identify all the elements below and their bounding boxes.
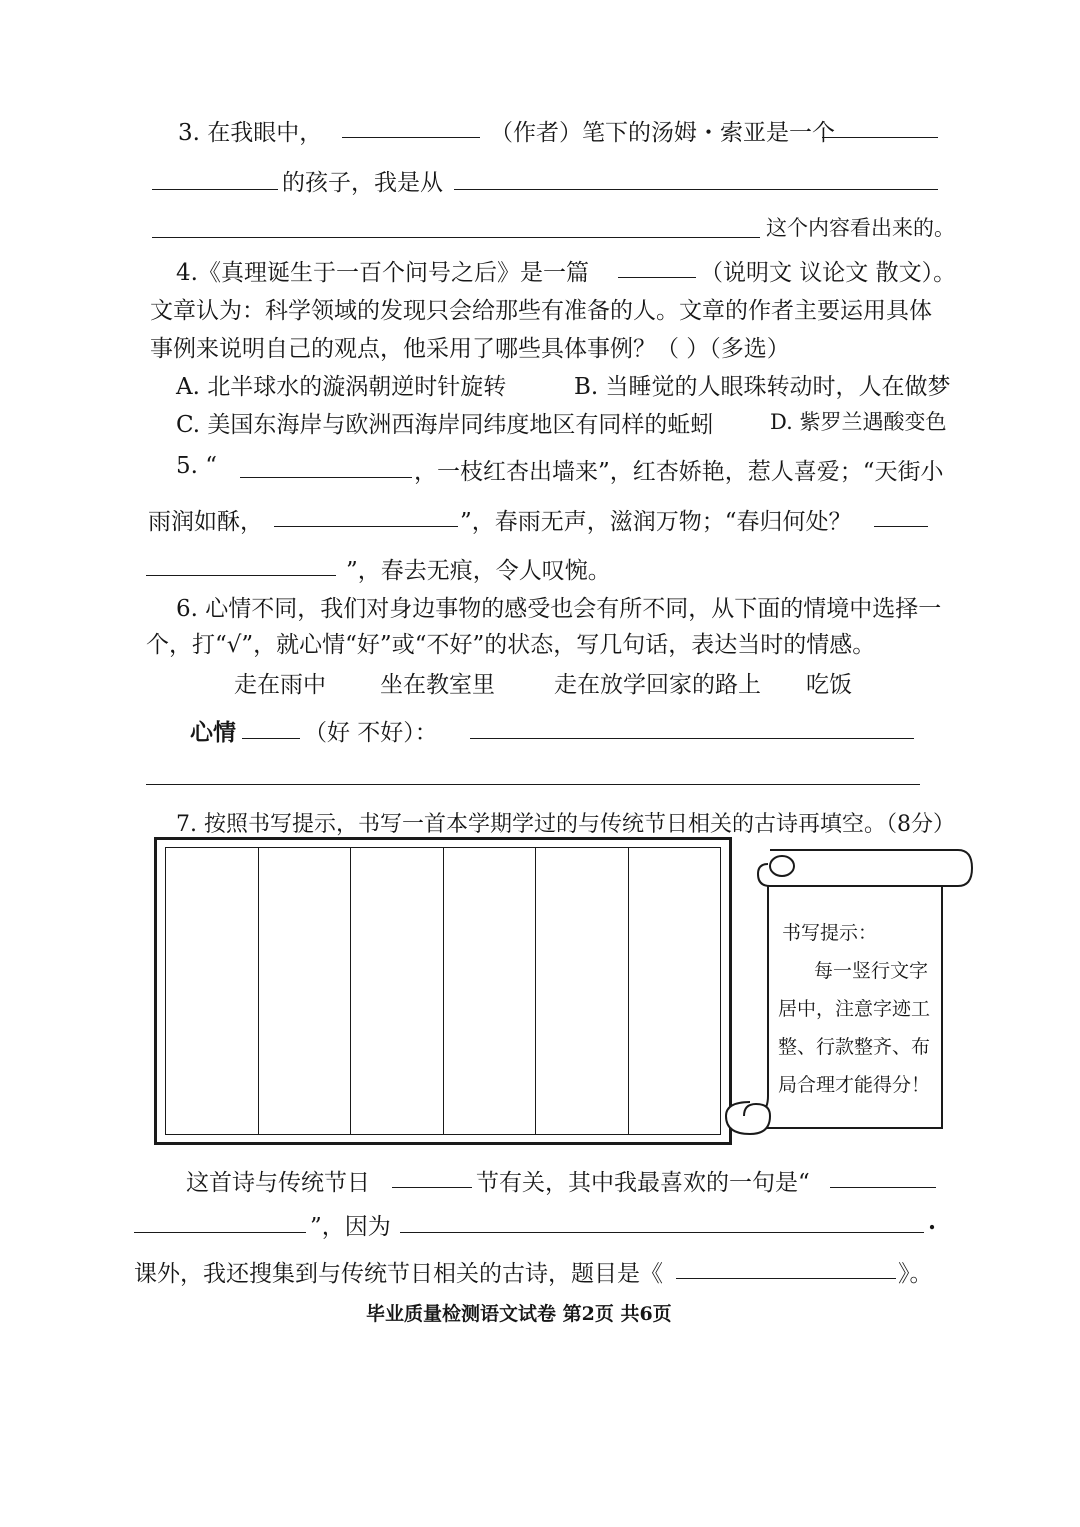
q4-line2: 文章认为：科学领域的发现只会给那些有准备的人。文章的作者主要运用具体 bbox=[150, 298, 932, 324]
q7-fill2: ”，因为 bbox=[310, 1214, 391, 1240]
q5-line2-a: 雨润如酥， bbox=[148, 509, 263, 535]
q7-fill1-b: 节有关，其中我最喜欢的一句是“ bbox=[476, 1170, 810, 1196]
q5-line1-b: ，一枝红杏出墙来”，红杏娇艳，惹人喜爱；“天街小 bbox=[414, 459, 944, 485]
q5-poem-blank-2[interactable] bbox=[274, 526, 458, 527]
q7-title: 7. 按照书写提示，书写一首本学期学过的与传统节日相关的古诗再填空。（8分） bbox=[176, 812, 955, 837]
q4-line1-b: （说明文 议论文 散文）。 bbox=[700, 260, 957, 286]
tip-line-3: 整、行款整齐、布 bbox=[778, 1036, 931, 1058]
q3-line1-a: 3. 在我眼中， bbox=[178, 120, 323, 146]
q7-festival-blank[interactable] bbox=[392, 1187, 472, 1188]
q4-option-c[interactable]: C. 美国东海岸与欧洲西海岸同纬度地区有同样的蚯蚓 bbox=[176, 412, 714, 438]
q3-line2: 的孩子，我是从 bbox=[282, 170, 443, 196]
q6-mood-blank[interactable] bbox=[242, 738, 300, 739]
q4-line1-a: 4.《真理诞生于一百个问号之后》是一篇 bbox=[176, 260, 589, 286]
q7-fill3-a: 课外，我还搜集到与传统节日相关的古诗，题目是《 bbox=[134, 1261, 663, 1287]
q4-line3: 事例来说明自己的观点，他采用了哪些具体事例？（ ）（多选） bbox=[150, 336, 790, 362]
q6-scene-3[interactable]: 走在放学回家的路上 bbox=[554, 672, 761, 698]
q5-line2-b: ”，春雨无声，滋润万物；“春归何处？ bbox=[460, 509, 852, 535]
q7-fill2-end: . bbox=[928, 1208, 937, 1235]
q5-poem-blank-3b[interactable] bbox=[146, 575, 336, 576]
q7-reason-blank[interactable] bbox=[400, 1232, 924, 1233]
tip-title: 书写提示： bbox=[782, 922, 878, 944]
q6-writing-line-2[interactable] bbox=[146, 784, 920, 785]
grid-column[interactable] bbox=[166, 848, 259, 1134]
grid-column[interactable] bbox=[536, 848, 629, 1134]
q6-scene-1[interactable]: 走在雨中 bbox=[234, 672, 326, 698]
q3-line1-b: （作者）笔下的汤姆・索亚是一个 bbox=[490, 120, 835, 146]
tip-line-1: 每一竖行文字 bbox=[814, 960, 929, 982]
q3-author-blank[interactable] bbox=[342, 137, 480, 138]
q3-source-blank[interactable] bbox=[454, 189, 938, 190]
q5-line3: ”，春去无痕，令人叹惋。 bbox=[346, 558, 611, 584]
poem-writing-grid bbox=[154, 837, 732, 1145]
q3-kind-blank[interactable] bbox=[822, 137, 938, 138]
grid-column[interactable] bbox=[444, 848, 537, 1134]
q7-favorite-line-blank[interactable] bbox=[830, 1187, 936, 1188]
q6-mood-choice: （好 不好）： bbox=[304, 720, 438, 746]
q6-line1: 6. 心情不同，我们对身边事物的感受也会有所不同，从下面的情境中选择一 bbox=[176, 596, 942, 622]
q6-line2: 个，打“√”，就心情“好”或“不好”的状态，写几句话，表达当时的情感。 bbox=[146, 632, 876, 658]
q6-scene-4[interactable]: 吃饭 bbox=[806, 672, 852, 698]
q4-option-b[interactable]: B. 当睡觉的人眼珠转动时，人在做梦 bbox=[574, 374, 951, 400]
q4-option-d[interactable]: D. 紫罗兰遇酸变色 bbox=[770, 410, 947, 434]
grid-column[interactable] bbox=[629, 848, 721, 1134]
q3-kind-blank-2[interactable] bbox=[152, 189, 278, 190]
grid-column[interactable] bbox=[259, 848, 352, 1134]
q6-writing-line-1[interactable] bbox=[470, 738, 914, 739]
page-footer: 毕业质量检测语文试卷 第2页 共6页 bbox=[366, 1303, 672, 1325]
q6-mood-label: 心情 bbox=[190, 719, 236, 746]
q7-poem-title-blank[interactable] bbox=[676, 1278, 896, 1279]
q5-poem-blank-3[interactable] bbox=[874, 526, 928, 527]
q3-source-blank-2[interactable] bbox=[152, 237, 760, 238]
q4-genre-blank[interactable] bbox=[618, 277, 696, 278]
q7-favorite-line-blank-2[interactable] bbox=[134, 1232, 306, 1233]
q5-poem-blank-1[interactable] bbox=[240, 477, 412, 478]
tip-line-4: 局合理才能得分！ bbox=[778, 1074, 931, 1096]
tip-line-2: 居中，注意字迹工 bbox=[778, 998, 931, 1020]
q7-fill3-b: 》。 bbox=[898, 1261, 933, 1287]
q5-line1-a: 5. “ bbox=[176, 453, 218, 479]
q4-option-a[interactable]: A. 北半球水的漩涡朝逆时针旋转 bbox=[176, 374, 507, 400]
q6-scene-2[interactable]: 坐在教室里 bbox=[380, 672, 495, 698]
q7-fill1-a: 这首诗与传统节日 bbox=[186, 1170, 370, 1196]
grid-column[interactable] bbox=[351, 848, 444, 1134]
q3-line3: 这个内容看出来的。 bbox=[766, 216, 955, 240]
